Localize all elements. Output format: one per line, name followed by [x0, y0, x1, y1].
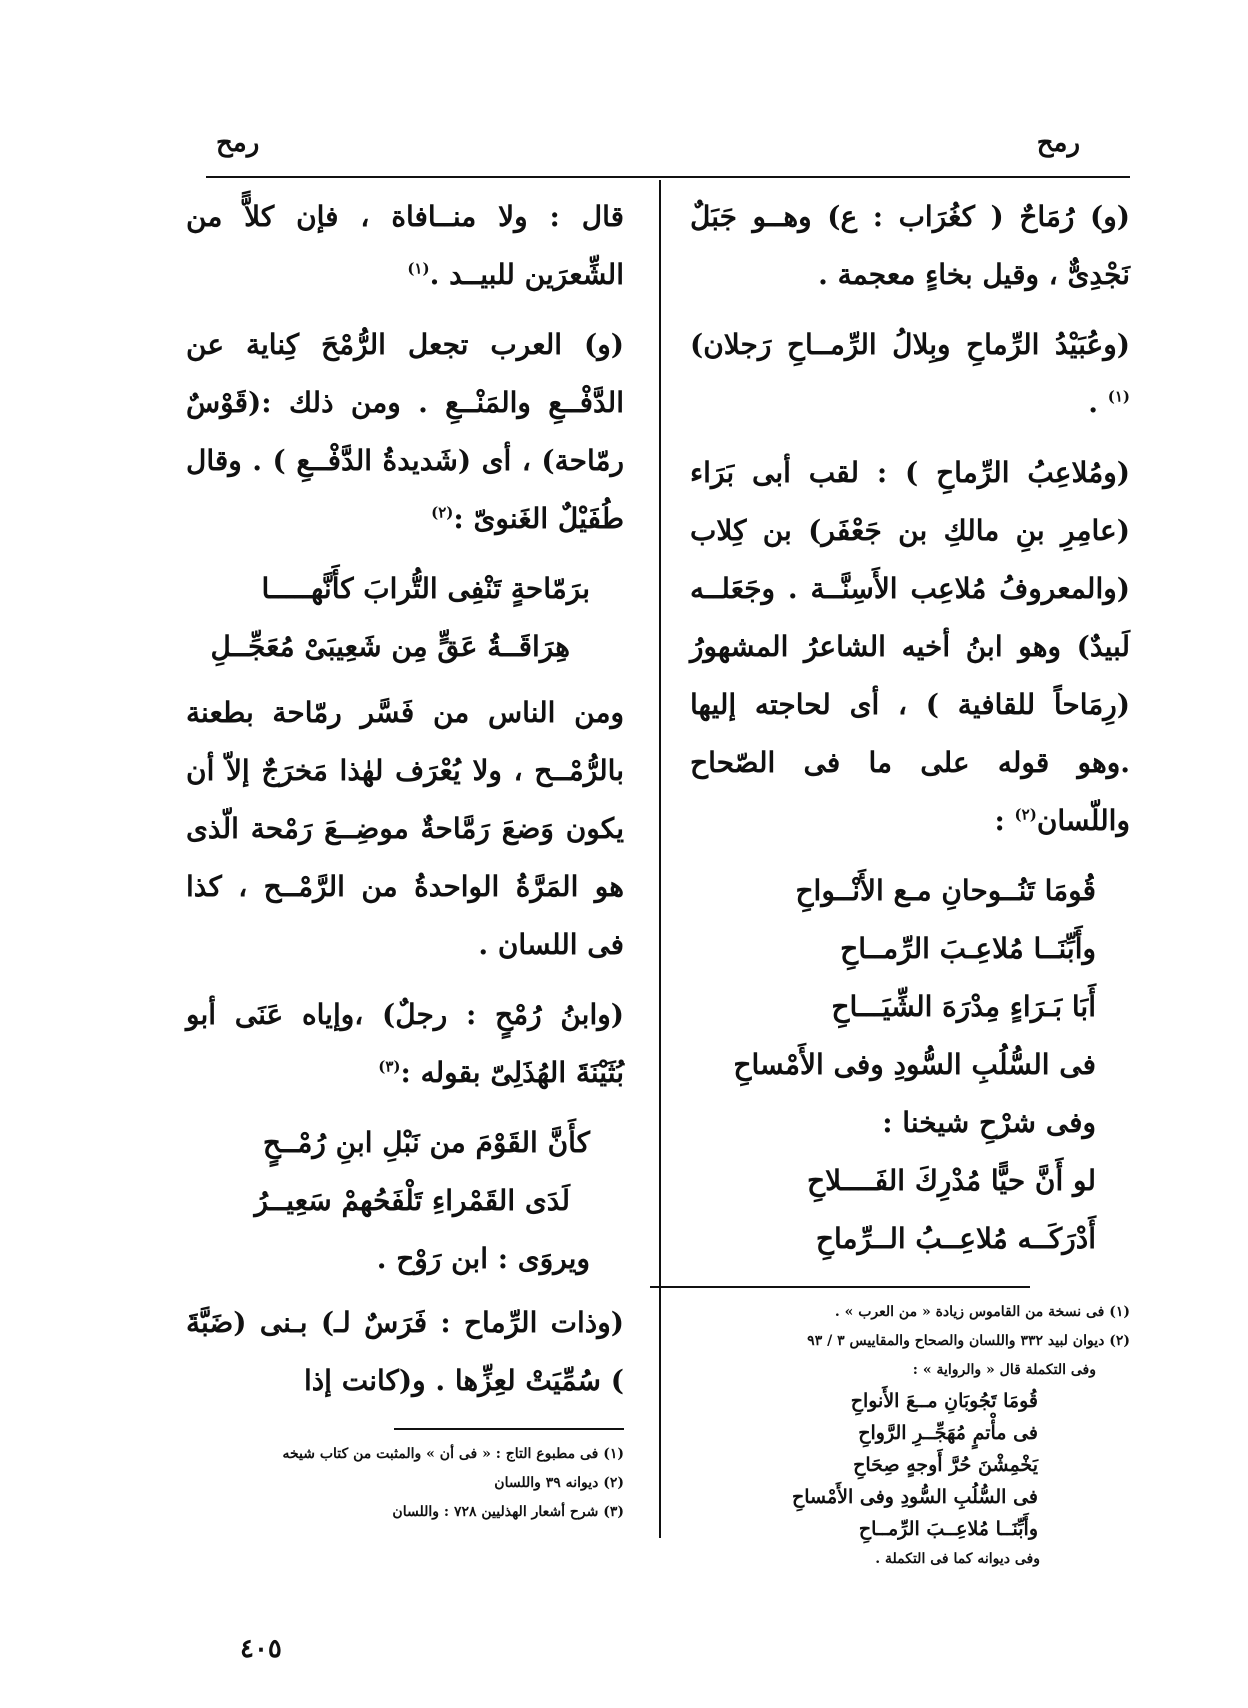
- footnote: وفى التكملة قال « والرواية » :: [912, 1362, 1096, 1378]
- verse-line: أَدْرَكَــه مُلاعِــبُ الــرِّماحِ: [815, 1222, 1096, 1255]
- verse-line: كأَنَّ القَوْمَ من نَبْلِ ابنِ رُمْــحٍ: [262, 1126, 590, 1159]
- entry-ubayd-bilal-text: (وعُبَيْدُ الرِّماحِ وبِلالُ الرِّمــاحِ رَجلان): [690, 328, 1130, 361]
- commentary-intro: وفى شرْحِ شيخنا :: [882, 1106, 1096, 1139]
- page-number: ٤٠٥: [240, 1634, 282, 1664]
- footnote-verse: وأَبِّنَــا مُلاعِــبَ الرِّمــاحِ: [858, 1518, 1038, 1540]
- footnote-marker: (٢): [431, 503, 454, 522]
- footnote: (٢) ديوانه ٣٩ واللسان: [494, 1475, 624, 1491]
- footnote: (١) فى مطبوع التاج : « فى أن » والمثبت من كتاب شيخه: [282, 1446, 624, 1462]
- footnote-marker: (٢): [1014, 805, 1037, 824]
- footnote-verse: قُومَا تَجُوبَانِ مــعَ الأَنواحِ: [850, 1390, 1038, 1412]
- entry-mulaib: [690, 444, 1130, 850]
- footnote-rule: [650, 1286, 1030, 1288]
- verse-line: فى السُّلُبِ السُّودِ وفى الأَمْساحِ: [733, 1048, 1096, 1081]
- entry-qala: [186, 188, 624, 304]
- entry-qala-text: قال : ولا منــافاة ، فإن كلاًّ من الشِّعرَين للبيــد .: [186, 200, 624, 291]
- entry-ubayd-bilal: [690, 316, 1130, 432]
- footnote-verse: يَخْمِشْنَ حُرَّ أَوجهٍ صِحَاحِ: [853, 1454, 1038, 1476]
- period: .: [1088, 386, 1098, 419]
- running-head-left: رمح: [216, 128, 260, 158]
- verse-line: قُومَا تَنُــوحانِ مـع الأَنْــواحِ: [795, 874, 1096, 907]
- footnote-verse: فى مأْتمٍ مُهَجِّــرِ الرَّواحِ: [858, 1422, 1038, 1444]
- header-rule: [206, 176, 1130, 178]
- variant-reading: ويروَى : ابن رَوْح .: [376, 1242, 590, 1275]
- verse-line: لو أَنَّ حيًّا مُدْرِكَ الفَــــلاحِ: [807, 1164, 1096, 1197]
- footnote-verse: فى السُّلُبِ السُّودِ وفى الأَمْساحِ: [791, 1486, 1038, 1508]
- right-column: [690, 188, 1130, 1574]
- column-divider: [659, 180, 661, 1538]
- entry-rammaha: ومن الناس من فَسَّر رمّاحة بطعنة بالرُّمْــح ، ولا يُعْرَف لهٰذا مَخرَجٌ إلاّ أن يكون وَضعَ رَمَّاحةٌ موضِــعَ رَمْحة الّذى هو المَرَّةُ الواحدةُ من الرَّمْــح ، كذا فى اللسان .: [186, 696, 624, 961]
- entry-dhat-al-rimah: (وذات الرِّماح : فَرَسٌ لـ) بـنى (ضَبَّةَ ) سُمِّيَتْ لعِزِّها . و(كانت إذا: [186, 1306, 624, 1397]
- verse-line: هِرَاقَــةُ عَقٍّ مِن شَعِيبَىْ مُعَجِّــلِ: [210, 630, 570, 663]
- entry-ibn-rumh-text: (وابنُ رُمْحٍ : رجلٌ) ،وإياه عَنَى أبو بُثَيْنَةَ الهُذَلِىّ بقوله :: [186, 998, 624, 1089]
- entry-rumh-metaphor: [186, 316, 624, 548]
- verse-line: وأَبِّنَــا مُلاعِـبَ الرِّمــاحِ: [840, 932, 1096, 965]
- footnote: وفى ديوانه كما فى التكملة .: [875, 1551, 1040, 1567]
- entry-rumah: (و) رُمَاحٌ ( كغُرَاب : ع) وهــو جَبَلٌ نَجْدِىٌّ ، وقيل بخاءٍ معجمة .: [690, 200, 1130, 291]
- entry-rumh-metaphor-text: (و) العرب تجعل الرُّمْحَ كِناية عن الدَّفْــعِ والمَنْــعِ . ومن ذلك :(قَوْسٌ رمّاحة) ، أى (شَديدةُ الدَّفْــعِ ) . وقال طُفَيْلٌ الغَنوىّ :: [186, 328, 624, 535]
- footnote: (١) فى نسخة من القاموس زيادة « من العرب » .: [834, 1304, 1130, 1320]
- verse-line: أَبَا بَـرَاءٍ مِدْرَهَ الشِّيَـــاحِ: [831, 990, 1096, 1023]
- verse-line: لَدَى القَمْراءِ تَلْفَحُهمْ سَعِيــرُ: [254, 1184, 570, 1217]
- entry-ibn-rumh: [186, 986, 624, 1102]
- left-column: [186, 188, 624, 1527]
- verse-line: برَمّاحةٍ تَنْفِى التُّرابَ كأَنَّهـــــا: [261, 572, 590, 605]
- footnote: (٢) ديوان لبيد ٣٣٢ واللسان والصحاح والمقاييس ٣ / ٩٣: [807, 1333, 1130, 1349]
- footnote-rule: [394, 1428, 624, 1430]
- running-head-right: رمح: [1036, 128, 1080, 158]
- colon: :: [994, 804, 1005, 837]
- entry-mulaib-text: (ومُلاعِبُ الرِّماحِ ) : لقب أبى بَرَاء (عامِرِ بنِ مالكِ بن جَعْفَر) بن كِلاب (والمعروفُ مُلاعِب الأَسِنَّــة . وجَعَلــه لَبيدٌ) وهو ابنُ أخيه الشاعرُ المشهورُ (رِمَاحاً للقافية ) ، أى لحاجته إليها .وهو قوله على ما فى الصّحاح واللّسان: [690, 456, 1130, 837]
- footnote-marker: (١): [1107, 387, 1130, 406]
- footnote-marker: (٣): [378, 1057, 401, 1076]
- footnote-marker: (١): [407, 259, 430, 278]
- footnote: (٣) شرح أشعار الهذليين ٧٢٨ : واللسان: [392, 1504, 624, 1520]
